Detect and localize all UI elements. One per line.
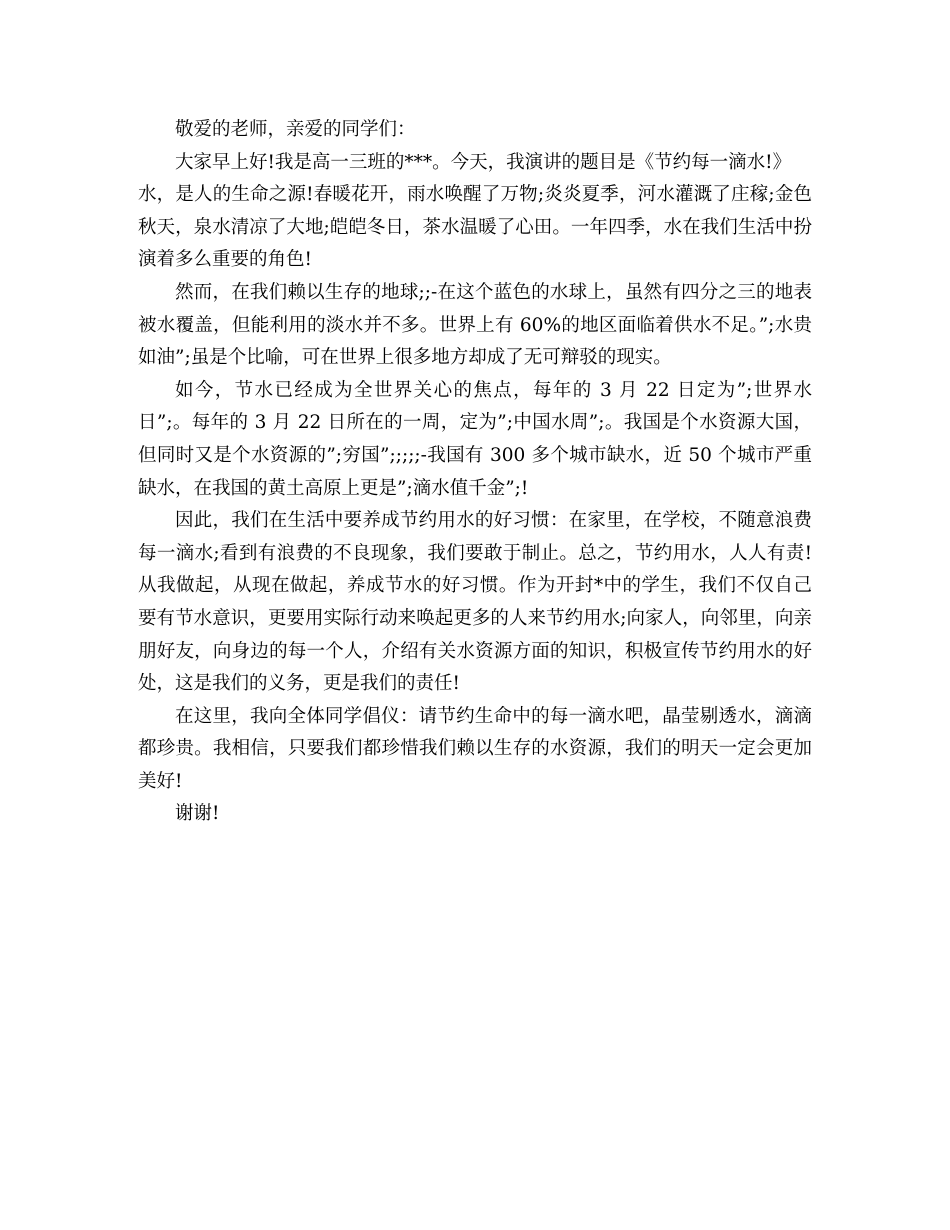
paragraph-water-source: 水，是人的生命之源!春暖花开，雨水唤醒了万物;炎炎夏季，河水灌溉了庄稼;金色秋天，泉水清凉了大地;皑皑冬日，茶水温暖了心田。一年四季，水在我们生活中扮演着多么重要的角色!	[138, 184, 812, 271]
closing: 谢谢!	[175, 803, 220, 825]
speech-body	[138, 114, 812, 831]
salutation: 敬爱的老师，亲爱的同学们：	[175, 119, 416, 140]
paragraph-greeting: 大家早上好!我是高一三班的***。今天，我演讲的题目是《节约每一滴水!》	[175, 151, 792, 173]
paragraph-habits: 因此，我们在生活中要养成节约用水的好习惯：在家里，在学校，不随意浪费每一滴水;看到有浪费的不良现象，我们要敢于制止。总之，节约用水，人人有责!从我做起，从现在做起，养成节水的好习惯。作为开封*中的学生，我们不仅自己要有节水意识，更要用实际行动来唤起更多的人来节约用水;向家人，向邻里，向亲朋好友，向身边的每一个人，介绍有关水资源方面的知识，积极宣传节约用水的好处，这是我们的义务，更是我们的责任!	[138, 510, 812, 695]
paragraph-water-day: 如今，节水已经成为全世界关心的焦点，每年的 3 月 22 日定为”;世界水日”;。每年的 3 月 22 日所在的一周，定为”;中国水周”;。我国是个水资源大国，但同时又是个水资源的”;穷国”;;;;;-我国有 300 多个城市缺水，近 50 个城市严重缺水，在我国的黄土高原上更是”;滴水值千金”;!	[138, 379, 812, 499]
paragraph-appeal: 在这里，我向全体同学倡仪：请节约生命中的每一滴水吧，晶莹剔透水，滴滴都珍贵。我相信，只要我们都珍惜我们赖以生存的水资源，我们的明天一定会更加美好!	[138, 705, 812, 792]
paragraph-earth: 然而，在我们赖以生存的地球;;-在这个蓝色的水球上，虽然有四分之三的地表被水覆盖，但能利用的淡水并不多。世界上有 60%的地区面临着供水不足。”;水贵如油”;虽是个比喻，可在世界上很多地方却成了无可辩驳的现实。	[138, 281, 812, 369]
